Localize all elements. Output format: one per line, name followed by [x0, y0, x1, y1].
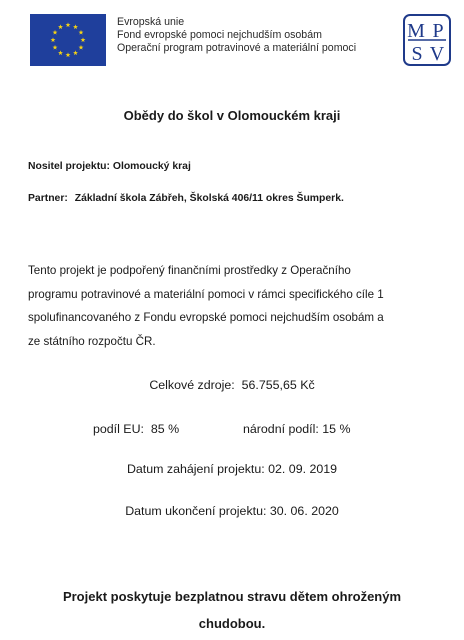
- end-date-label: Datum ukončení projektu:: [125, 504, 267, 518]
- mpsv-letter: V: [429, 43, 445, 65]
- project-statement: [0, 583, 464, 637]
- mpsv-logo: [403, 14, 451, 66]
- project-description: [28, 259, 448, 353]
- start-date-value: 02. 09. 2019: [268, 462, 338, 476]
- partner-value: Základní škola Zábřeh, Školská 406/11 okres Šumperk.: [74, 193, 344, 204]
- eu-share: [93, 422, 179, 436]
- end-date-value: 30. 06. 2020: [269, 504, 339, 518]
- statement-line: chudobou.: [198, 616, 266, 631]
- partner-label: Partner:: [28, 193, 68, 204]
- national-share: [243, 422, 350, 436]
- project-end-date: [0, 504, 464, 518]
- national-share-value: 15 %: [322, 422, 351, 436]
- eu-line: Evropská unie: [117, 16, 185, 28]
- eu-share-label: podíl EU:: [93, 422, 144, 436]
- header: [30, 12, 450, 70]
- eu-line: Fond evropské pomoci nejchudším osobám: [117, 29, 322, 41]
- eu-share-value: 85 %: [150, 422, 180, 436]
- project-start-date: [0, 462, 464, 476]
- page-title: Obědy do škol v Olomouckém kraji: [123, 108, 341, 123]
- eu-program-text: [117, 16, 356, 55]
- mpsv-letter: P: [432, 20, 444, 42]
- project-partner: [28, 193, 344, 204]
- eu-line: Operační program potravinové a materiální pomoci: [117, 42, 357, 54]
- mpsv-letter: S: [411, 43, 423, 65]
- project-bearer: Nositel projektu: Olomoucký kraj: [28, 161, 191, 172]
- national-share-label: národní podíl:: [243, 422, 319, 436]
- start-date-label: Datum zahájení projektu:: [126, 462, 265, 476]
- description-line: Tento projekt je podpořený finančními prostředky z Operačního: [28, 264, 351, 277]
- mpsv-letter: M: [407, 20, 425, 42]
- total-value: 56.755,65 Kč: [241, 378, 315, 392]
- description-line: spolufinancovaného z Fondu evropské pomoci nejchudším osobám a: [28, 311, 384, 324]
- statement-line: Projekt poskytuje bezplatnou stravu dětem ohroženým: [62, 589, 402, 604]
- eu-flag-icon: [30, 14, 106, 66]
- total-resources: [0, 378, 464, 392]
- total-label: Celkové zdroje:: [149, 378, 235, 392]
- description-line: programu potravinové a materiální pomoci v rámci specifického cíle 1: [28, 287, 384, 301]
- description-line: ze státního rozpočtu ČR.: [28, 334, 156, 348]
